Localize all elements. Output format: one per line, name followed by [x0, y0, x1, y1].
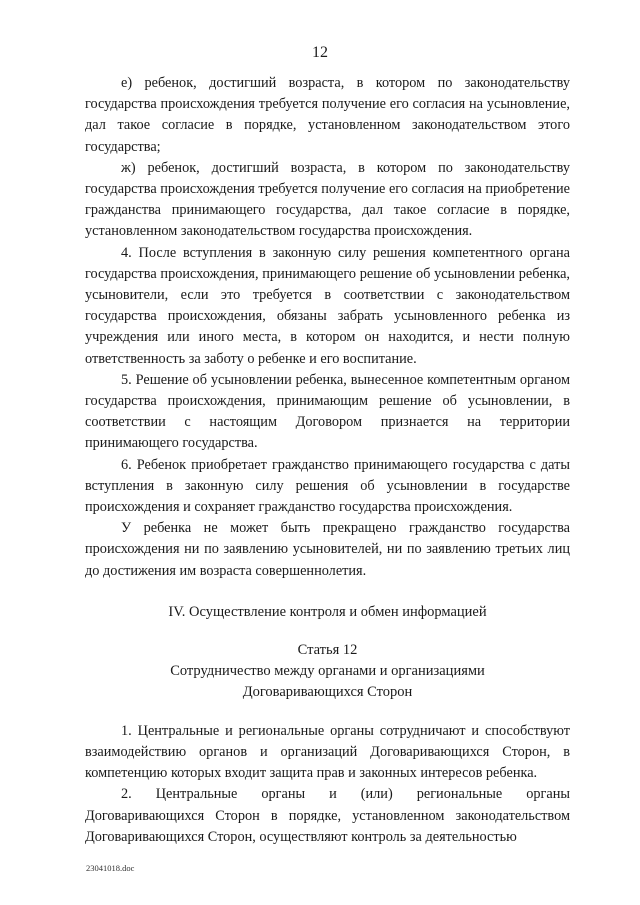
paragraph-point-6: 6. Ребенок приобретает гражданство принимающего государства с даты вступления в законную силу решения об усыновлении в государстве происхождения и сохраняет гражданство государства происхождения.: [85, 456, 570, 516]
article-number: Статья 12: [297, 641, 358, 658]
article-title-line-2: Договаривающихся Сторон: [242, 683, 413, 700]
section-heading: IV. Осуществление контроля и обмен информацией: [168, 603, 487, 620]
article-12-point-2: 2. Центральные органы и (или) региональные органы Договаривающихся Сторон в порядке, установленном законодательством Договаривающихся Сторон, осуществляют контроль за деятельностью: [85, 786, 570, 845]
document-body: [85, 73, 570, 848]
paragraph-item-e: е) ребенок, достигший возраста, в котором по законодательству государства происхождения требуется получение его согласия на усыновление, дал такое согласие в порядке, установленном законодательством этого государства;: [85, 75, 570, 155]
article-title-line-1: Сотрудничество между органами и организациями: [170, 662, 485, 679]
paragraph-point-4: 4. После вступления в законную силу решения компетентного органа государства происхождения, принимающего решение об усыновлении ребенка, усыновители, если это требуется в соответствии с законодательством государства происхождения, обязаны забрать усыновленного ребенка из учреждения или иного места, в котором он находится, и нести полную ответственность за заботу о ребенке и его воспитание.: [85, 244, 570, 367]
paragraph-item-zh: ж) ребенок, достигший возраста, в котором по законодательству государства происхождения требуется получение его согласия на приобретение гражданства принимающего государства, дал такое согласие в порядке, установленном законодательством государства происхождения.: [85, 159, 570, 240]
article-heading: [85, 640, 570, 703]
paragraph-point-5: 5. Решение об усыновлении ребенка, вынесенное компетентным органом государства происхождения, принимающим решение об усыновлении, в соответствии с настоящим Договором признается на территории принимающего государства.: [85, 371, 570, 452]
page-number: 12: [312, 44, 328, 61]
paragraph-citizenship-note: У ребенка не может быть прекращено гражданство государства происхождения ни по заявлению усыновителей, ни по заявлению третьих лиц до достижения им возраста совершеннолетия.: [85, 520, 570, 579]
article-12-point-1: 1. Центральные и региональные органы сотрудничают и способствуют взаимодействию органов и организаций Договаривающихся Сторон, в компетенцию которых входит защита прав и законных интересов ребенка.: [85, 722, 570, 782]
footer-filename: 23041018.doc: [86, 863, 135, 873]
